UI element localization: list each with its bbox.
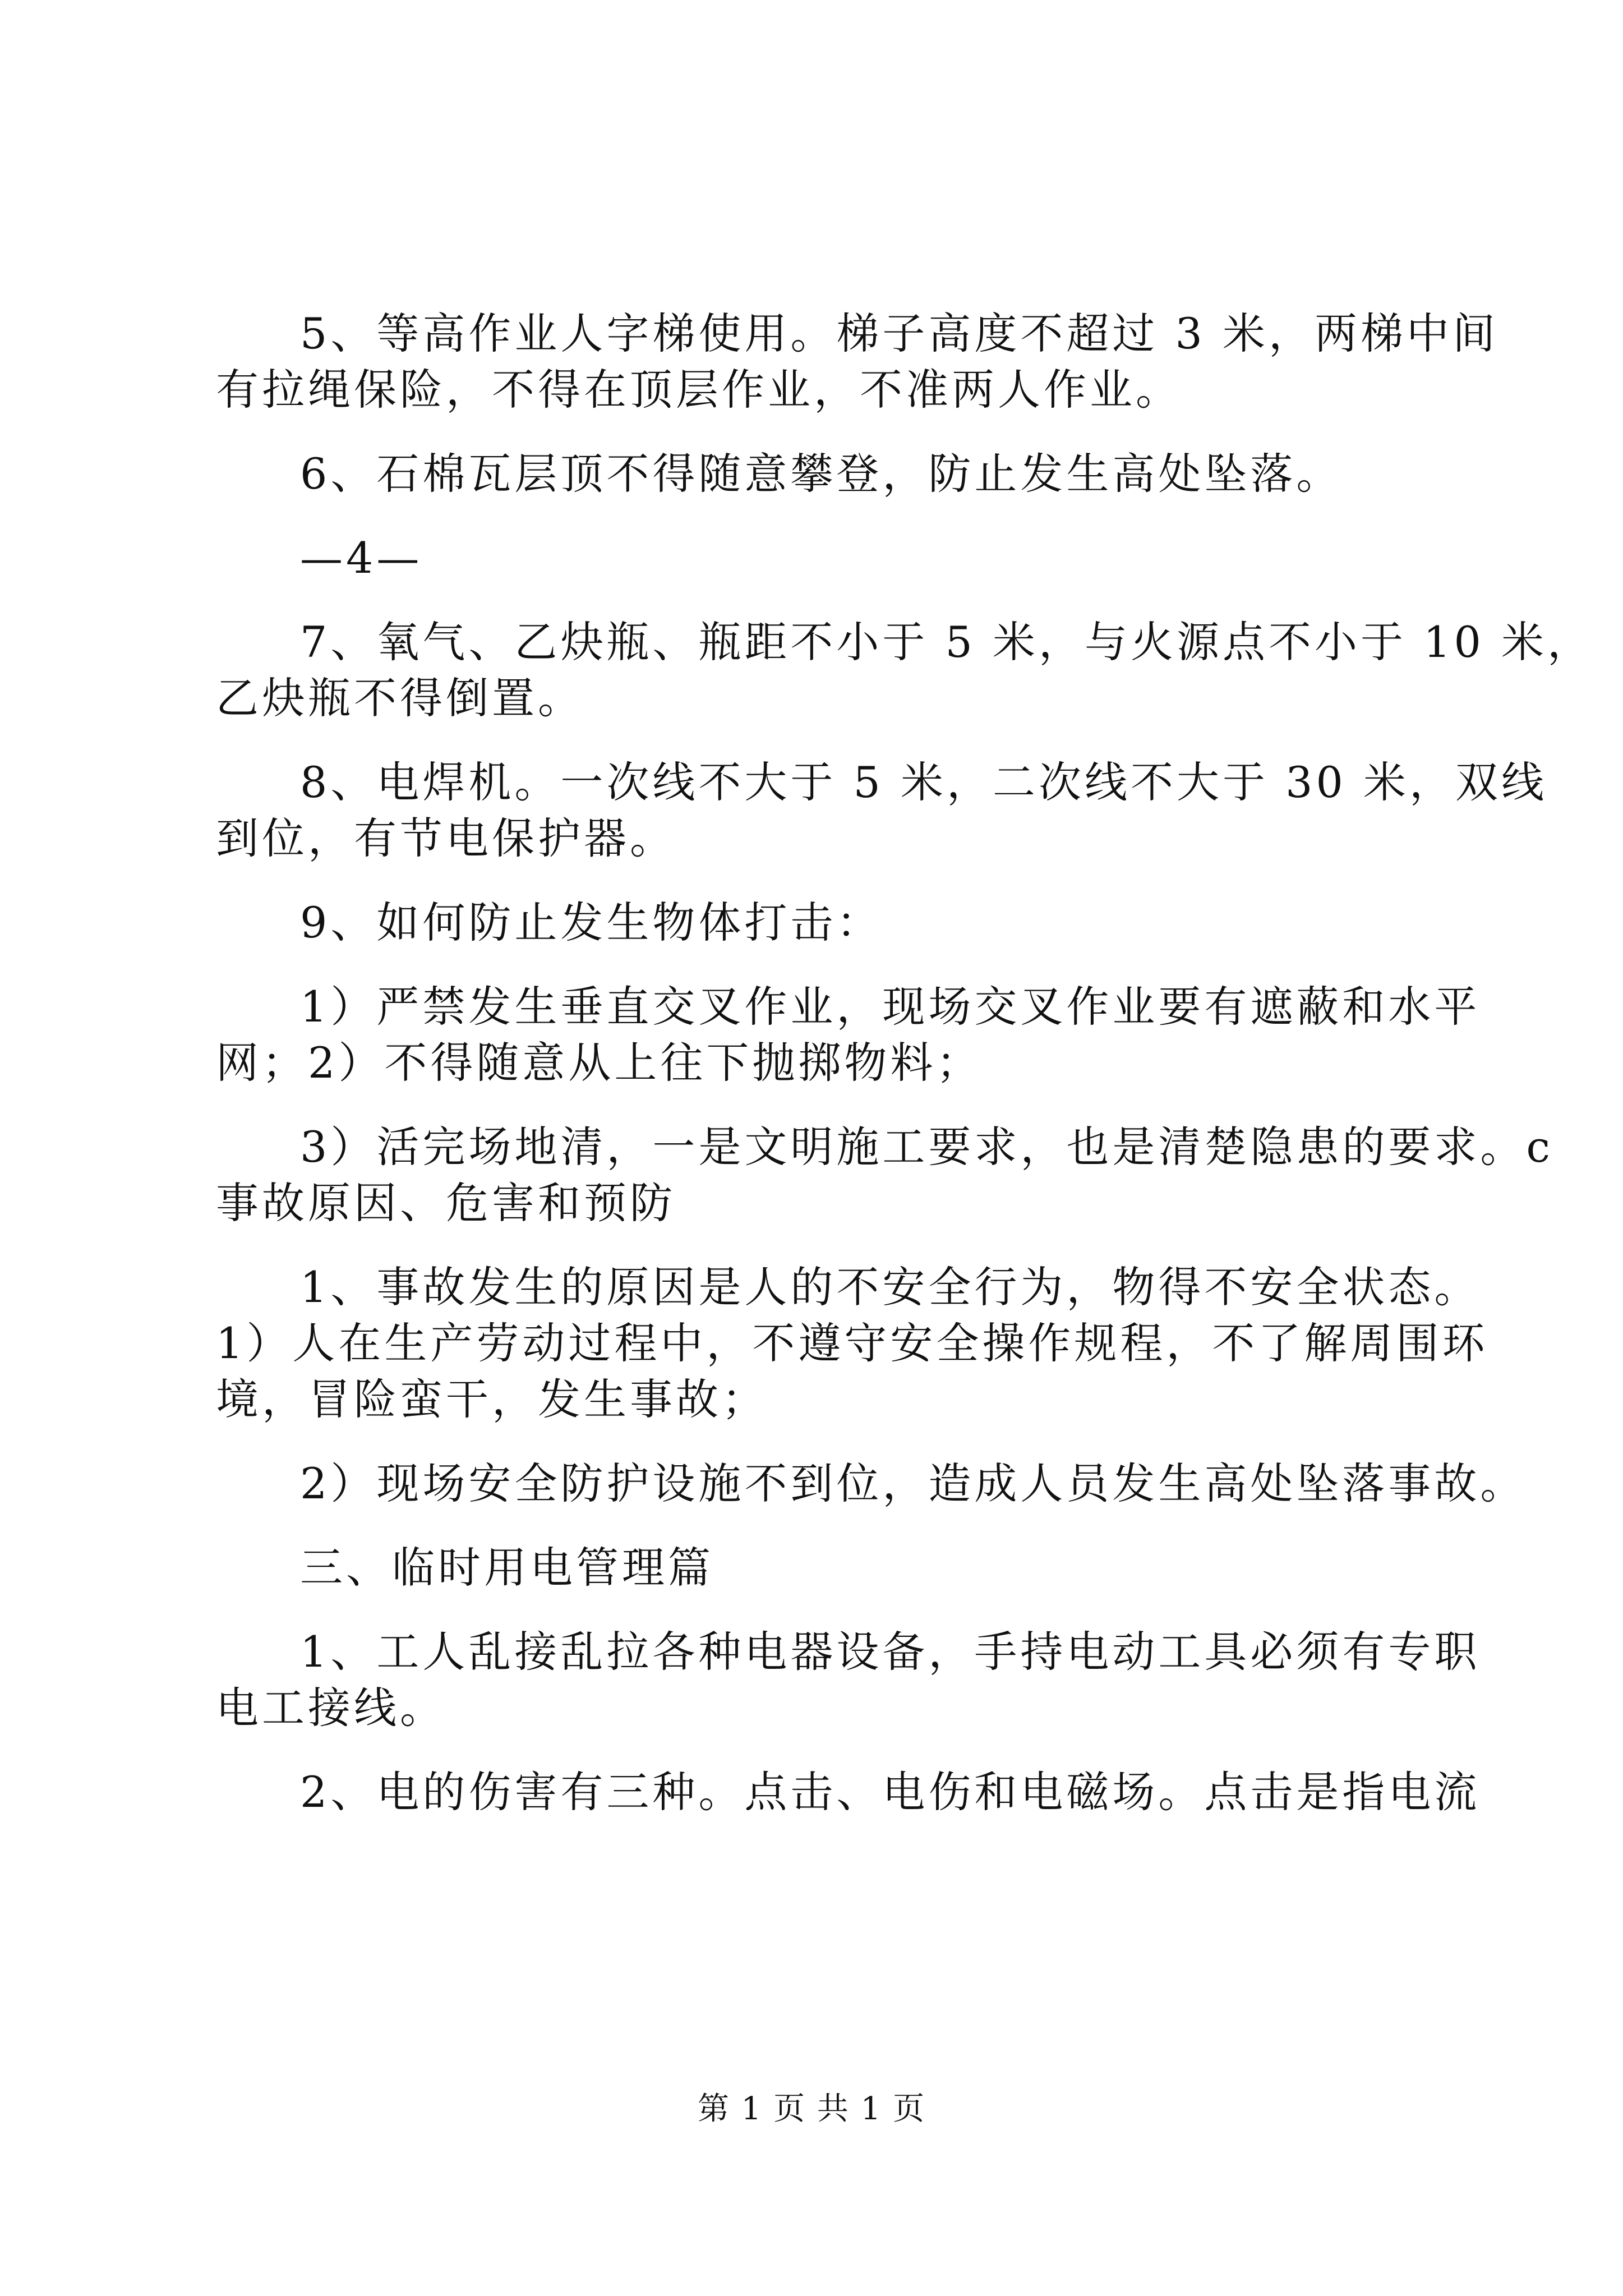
paragraph-line: 9、如何防止发生物体打击： <box>300 898 883 947</box>
page-marker: —4— <box>300 533 423 583</box>
paragraph-line: 7、氧气、乙炔瓶、瓶距不小于 5 米，与火源点不小于 10 米， <box>300 617 1594 667</box>
paragraph-line: 8、电焊机。一次线不大于 5 米，二次线不大于 30 米，双线 <box>300 757 1548 807</box>
paragraph-line: 1）人在生产劳动过程中，不遵守安全操作规程，不了解周围环 <box>216 1318 1488 1368</box>
paragraph-line: 1、工人乱接乱拉各种电器设备，手持电动工具必须有专职 <box>300 1627 1481 1677</box>
paragraph-line: 5、等高作业人字梯使用。梯子高度不超过 3 米，两梯中间 <box>300 309 1499 358</box>
paragraph-line: 6、石棉瓦层顶不得随意攀登，防止发生高处坠落。 <box>300 449 1343 499</box>
document-body <box>216 306 1594 1820</box>
paragraph-line: 网；2）不得随意从上往下抛掷物料； <box>216 1038 983 1088</box>
paragraph-line: 1）严禁发生垂直交叉作业，现场交叉作业要有遮蔽和水平 <box>300 982 1481 1032</box>
paragraph-line: 有拉绳保险，不得在顶层作业，不准两人作业。 <box>216 365 1182 415</box>
paragraph-line: 2）现场安全防护设施不到位，造成人员发生高处坠落事故。 <box>300 1458 1527 1508</box>
paragraph-line: 3）活完场地清，一是文明施工要求，也是清楚隐患的要求。c <box>300 1122 1553 1172</box>
paragraph-line: 1、事故发生的原因是人的不安全行为，物得不安全状态。 <box>300 1262 1481 1312</box>
paragraph-line: 电工接线。 <box>216 1683 446 1733</box>
page-footer: 第 1 页 共 1 页 <box>697 2091 926 2127</box>
paragraph-line: 境，冒险蛮干，发生事故； <box>216 1374 768 1424</box>
paragraph-line: 乙炔瓶不得倒置。 <box>216 673 584 723</box>
paragraph-line: 2、电的伤害有三种。点击、电伤和电磁场。点击是指电流 <box>300 1767 1481 1817</box>
paragraph-line: 事故原因、危害和预防 <box>216 1178 676 1228</box>
paragraph-line: 到位，有节电保护器。 <box>216 813 676 863</box>
section-heading: 三、临时用电管理篇 <box>300 1543 714 1593</box>
